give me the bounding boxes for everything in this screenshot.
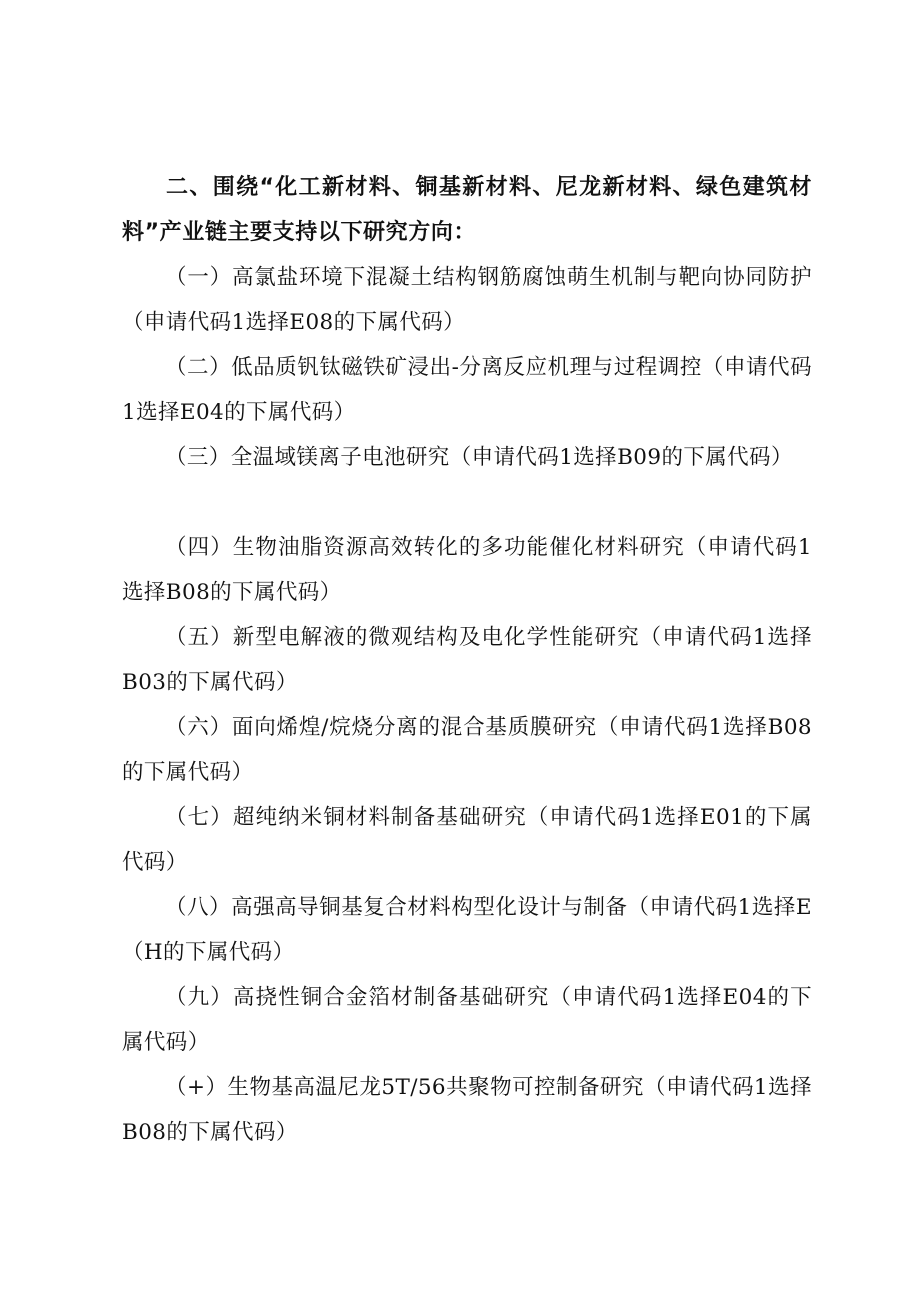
- research-item-6: （六）面向烯煌/烷烧分离的混合基质膜研究（申请代码1选择B08的下属代码）: [122, 715, 812, 785]
- research-item-5: （五）新型电解液的微观结构及电化学性能研究（申请代码1选择B03的下属代码）: [122, 625, 812, 695]
- research-item-8: （八）高强高导铜基复合材料构型化设计与制备（申请代码1选择E（H的下属代码）: [122, 895, 812, 965]
- research-item-1: （一）高氯盐环境下混凝土结构钢筋腐蚀萌生机制与靶向协同防护（申请代码1选择E08的下属代码）: [122, 265, 812, 335]
- research-item-4: （四）生物油脂资源高效转化的多功能催化材料研究（申请代码1选择B08的下属代码）: [122, 535, 812, 605]
- research-item-2: （二）低品质钒钛磁铁矿浸出-分离反应机理与过程调控（申请代码1选择E04的下属代码）: [122, 355, 812, 425]
- research-item-7: （七）超纯纳米铜材料制备基础研究（申请代码1选择E01的下属代码）: [122, 805, 812, 875]
- research-item-3: （三）全温域镁离子电池研究（申请代码1选择B09的下属代码）: [165, 445, 793, 470]
- research-item-10: （+）生物基高温尼龙5T/56共聚物可控制备研究（申请代码1选择B08的下属代码）: [122, 1075, 812, 1145]
- section-heading: 二、围绕“化工新材料、铜基新材料、尼龙新材料、绿色建筑材料”产业链主要支持以下研究方向：: [122, 175, 812, 245]
- research-item-9: （九）高挠性铜合金箔材制备基础研究（申请代码1选择E04的下属代码）: [122, 985, 812, 1055]
